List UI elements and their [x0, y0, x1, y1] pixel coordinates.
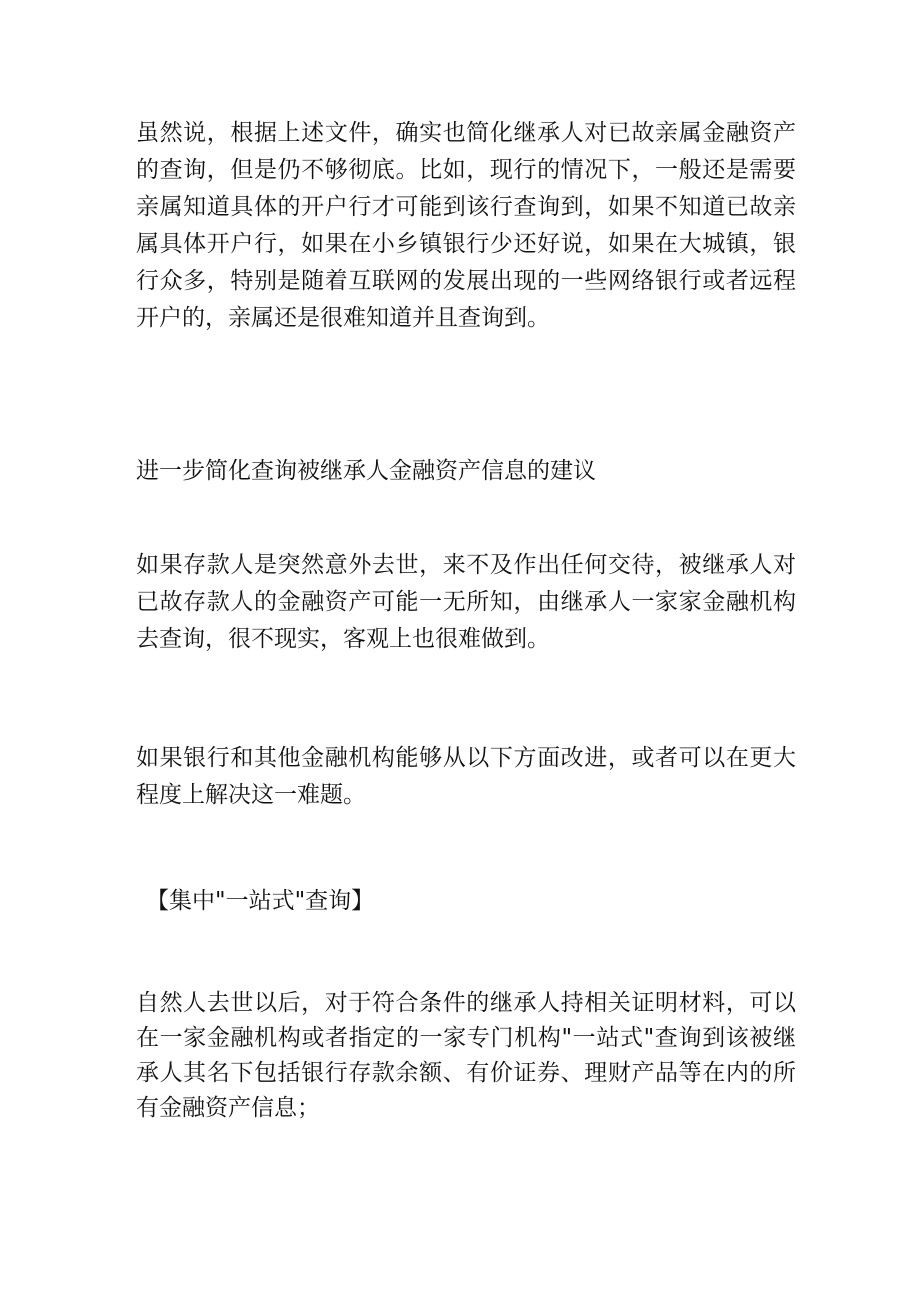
paragraph-query-limitations: 虽然说，根据上述文件，确实也简化继承人对已故亲属金融资产的查询，但是仍不够彻底。比如，现行的情况下，一般还是需要亲属知道具体的开户行才可能到该行查询到，如果不知道已故亲属具体开户行，如果在小乡镇银行少还好说，如果在大城镇，银行众多，特别是随着互联网的发展出现的一些网络银行或者远程开户的，亲属还是很难知道并且查询到。	[136, 120, 796, 331]
subheading-one-stop-query: 【集中"一站式"查询】	[146, 888, 375, 914]
paragraph-sudden-death: 如果存款人是突然意外去世，来不及作出任何交待，被继承人对已故存款人的金融资产可能一无所知，由继承人一家家金融机构去查询，很不现实，客观上也很难做到。	[136, 552, 796, 652]
paragraph-improvements: 如果银行和其他金融机构能够从以下方面改进，或者可以在更大程度上解决这一难题。	[136, 745, 796, 808]
section-heading-suggestions: 进一步简化查询被继承人金融资产信息的建议	[136, 458, 596, 484]
paragraph-one-stop-description: 自然人去世以后，对于符合条件的继承人持相关证明材料，可以在一家金融机构或者指定的一家专门机构"一站式"查询到该被继承人其名下包括银行存款余额、有价证券、理财产品等在内的所有金融资产信息；	[136, 990, 796, 1121]
